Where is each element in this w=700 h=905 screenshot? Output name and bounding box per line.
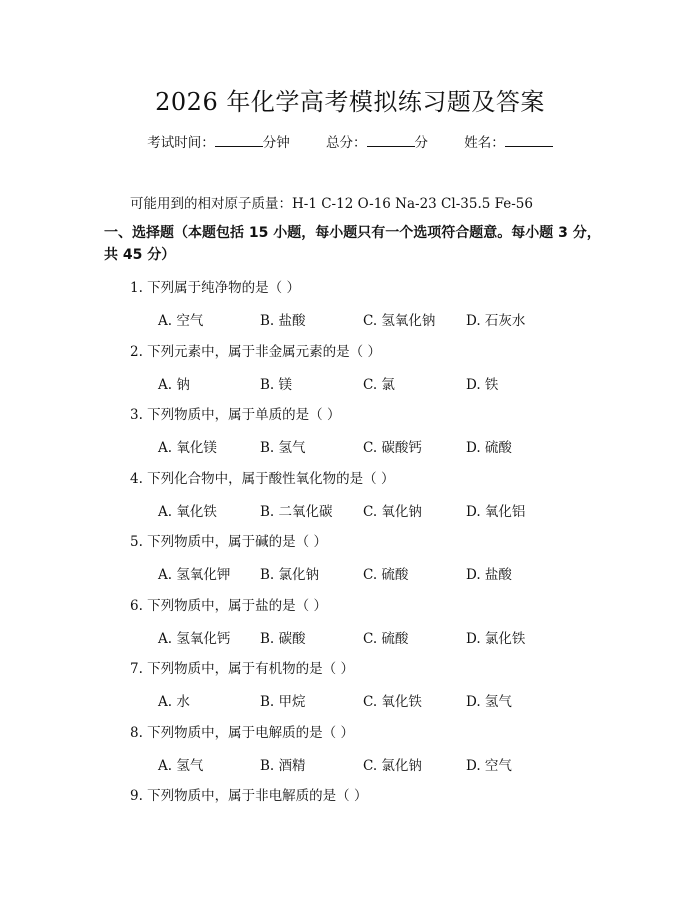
question-stem: 9. 下列物质中，属于非电解质的是（ ） [130,788,368,804]
option-b: B. 氢气 [260,440,306,456]
question-stem: 5. 下列物质中，属于碱的是（ ） [130,534,327,550]
option-a: A. 氢氧化钙 [158,630,231,647]
option-c: C. 氧化铁 [363,694,422,710]
option-c: C. 硫酸 [363,567,409,583]
option-b: B. 氯化钠 [260,567,320,583]
total-score-field [326,135,432,151]
exam-meta [0,131,700,151]
name-label: 姓名： [464,135,505,151]
question-stem: 1. 下列属于纯净物的是（ ） [130,280,300,296]
question-stem: 4. 下列化合物中，属于酸性氧化物的是（ ） [130,470,395,487]
option-a: A. 钠 [158,376,190,393]
option-d: D. 氧化铝 [466,503,526,520]
question-stem: 8. 下列物质中，属于电解质的是（ ） [130,724,354,741]
option-a: A. 空气 [158,313,204,329]
option-a: A. 氢气 [158,757,204,774]
option-c: C. 碳酸钙 [363,440,422,456]
question-stem: 6. 下列物质中，属于盐的是（ ） [130,597,327,614]
option-a: A. 氧化镁 [158,440,217,456]
page-title: 2026 年化学高考模拟练习题及答案 [155,88,545,116]
question-stem: 7. 下列物质中，属于有机物的是（ ） [130,661,354,677]
option-d: D. 硫酸 [466,440,512,456]
total-score-blank [367,136,415,147]
option-c: C. 硫酸 [363,630,409,647]
total-score-label: 总分： [326,135,367,151]
question-stem: 2. 下列元素中，属于非金属元素的是（ ） [130,343,381,360]
option-b: B. 二氧化碳 [260,503,333,520]
option-b: B. 酒精 [260,757,306,774]
option-b: B. 镁 [260,376,293,393]
option-d: D. 氯化铁 [466,630,526,647]
option-b: B. 甲烷 [260,694,306,710]
name-field [464,135,553,151]
option-d: D. 盐酸 [466,567,512,583]
option-a: A. 水 [158,694,190,710]
total-score-unit: 分 [414,135,428,151]
option-d: D. 空气 [466,757,512,774]
name-blank [505,136,553,147]
option-c: C. 氢氧化钠 [363,313,436,329]
option-c: C. 氧化钠 [363,503,422,520]
option-c: C. 氯 [363,376,395,393]
question-stem: 3. 下列物质中，属于单质的是（ ） [130,407,341,423]
option-d: D. 石灰水 [466,313,526,329]
option-d: D. 氢气 [466,694,512,710]
section-heading: 一、选择题（本题包括 15 小题，每小题只有一个选项符合题意。每小题 3 分，共 45 分） [104,225,601,263]
atomic-mass-note: 可能用到的相对原子质量：H-1 C-12 O-16 Na-23 Cl-35.5 Fe-56 [130,196,533,212]
exam-time-field [147,135,294,151]
option-a: A. 氢氧化钾 [158,567,231,583]
option-b: B. 碳酸 [260,630,306,647]
exam-time-unit: 分钟 [262,135,290,151]
option-a: A. 氧化铁 [158,503,217,520]
option-b: B. 盐酸 [260,313,306,329]
option-c: C. 氯化钠 [363,757,422,774]
option-d: D. 铁 [466,376,499,393]
exam-time-label: 考试时间： [147,135,215,151]
exam-time-blank [215,136,263,147]
